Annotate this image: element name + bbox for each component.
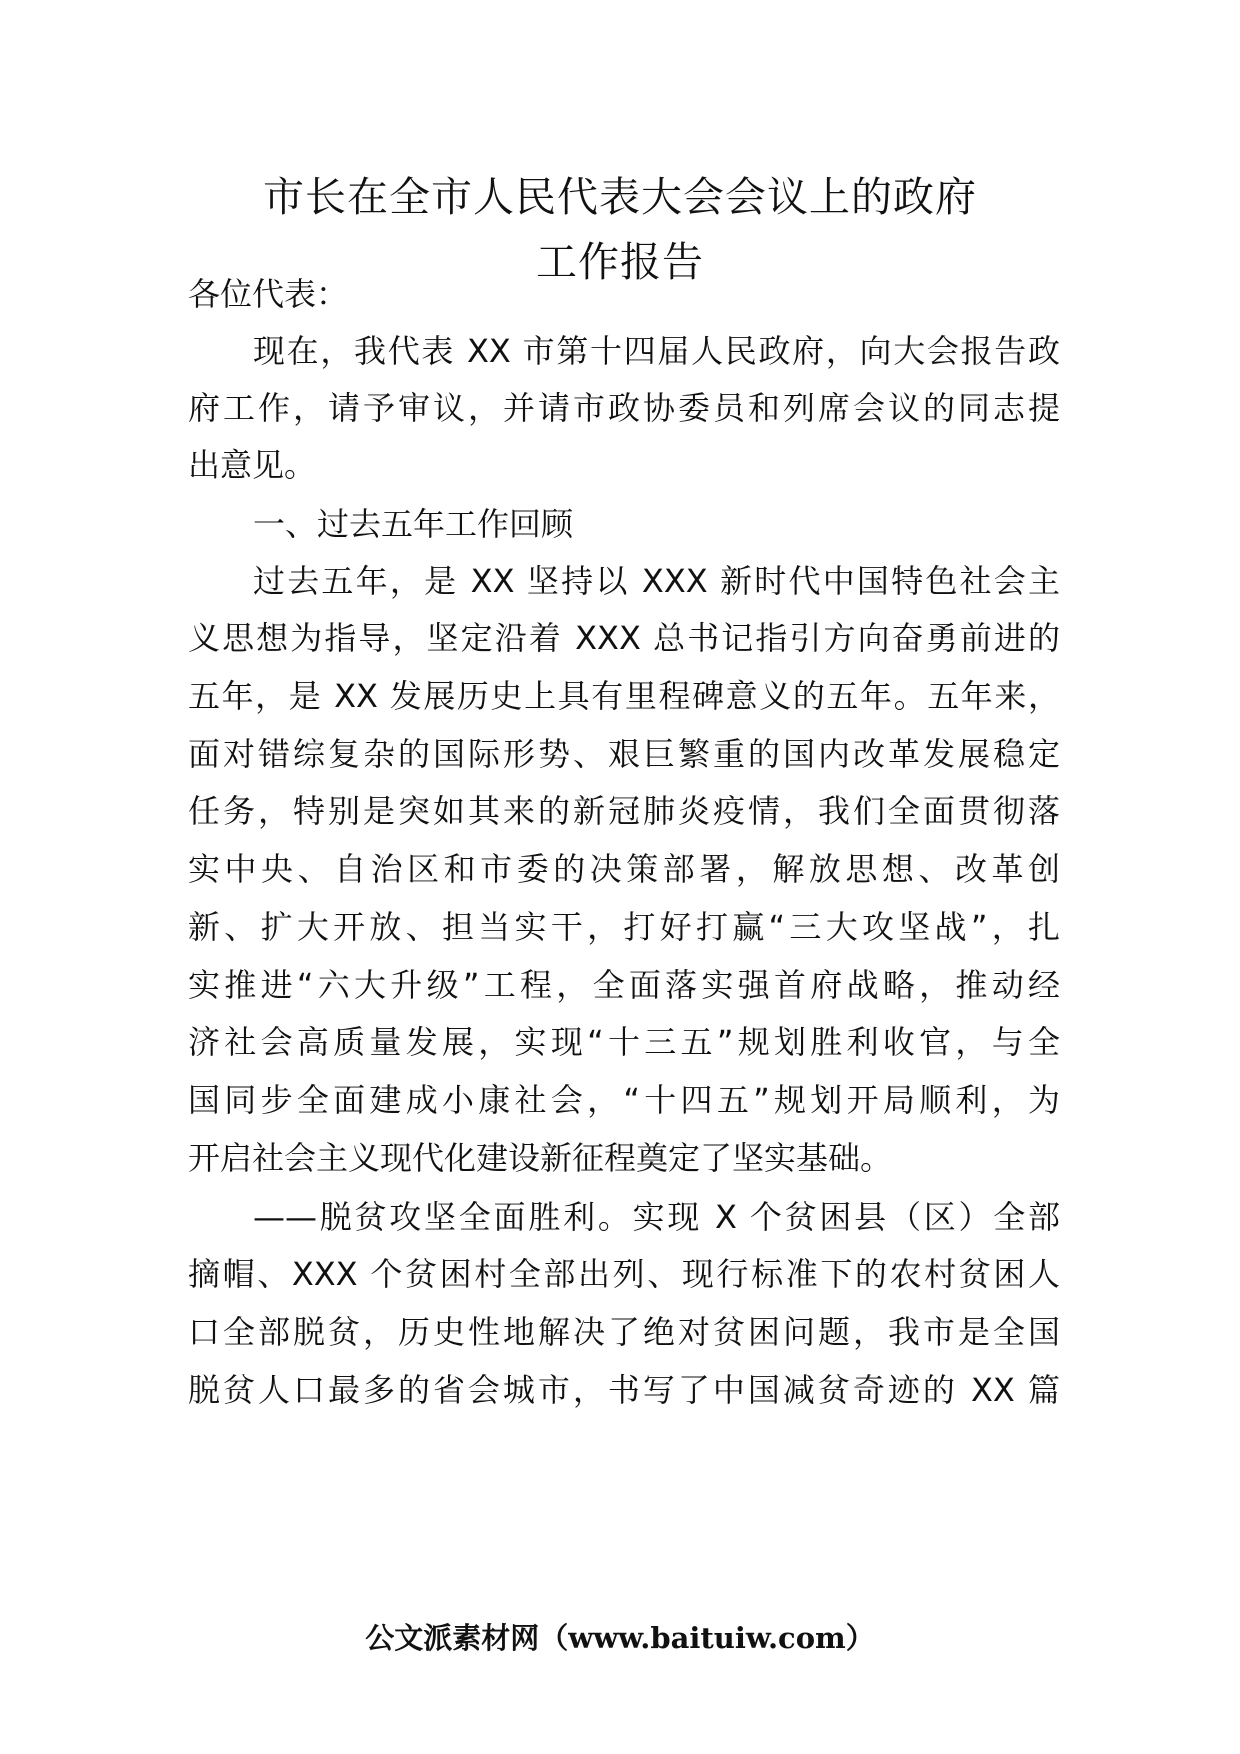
body-line: 府工作，请予审议，并请市政协委员和列席会议的同志提: [188, 389, 1060, 427]
body-line: 义思想为指导，坚定沿着 XXX 总书记指引方向奋勇前进的: [188, 619, 1060, 657]
body-line: 实中央、自治区和市委的决策部署，解放思想、改革创: [188, 850, 1060, 888]
body-line: 任务，特别是突如其来的新冠肺炎疫情，我们全面贯彻落: [188, 792, 1060, 830]
document-title-line-1: 市长在全市人民代表大会会议上的政府: [263, 173, 977, 221]
section-heading: 一、过去五年工作回顾: [253, 505, 574, 543]
body-line: 济社会高质量发展，实现“十三五”规划胜利收官，与全: [188, 1023, 1060, 1061]
salutation: 各位代表：: [188, 275, 349, 313]
body-line: 现在，我代表 XX 市第十四届人民政府，向大会报告政: [253, 332, 1060, 370]
body-line: 口全部脱贫，历史性地解决了绝对贫困问题，我市是全国: [188, 1313, 1060, 1351]
body-line: ——脱贫攻坚全面胜利。实现 X 个贫困县（区）全部: [253, 1198, 1060, 1236]
body-line: 实推进“六大升级”工程，全面落实强首府战略，推动经: [188, 966, 1060, 1004]
footer-watermark: 公文派素材网（www.baituiw.com）: [365, 1621, 875, 1655]
document-title-line-2: 工作报告: [536, 238, 704, 286]
body-line: 新、扩大开放、担当实干，打好打赢“三大攻坚战”，扎: [188, 908, 1060, 946]
body-line: 国同步全面建成小康社会，“十四五”规划开局顺利，为: [188, 1081, 1060, 1119]
body-line: 面对错综复杂的国际形势、艰巨繁重的国内改革发展稳定: [188, 735, 1060, 773]
body-line: 脱贫人口最多的省会城市，书写了中国减贫奇迹的 XX 篇: [188, 1371, 1060, 1409]
body-line: 过去五年，是 XX 坚持以 XXX 新时代中国特色社会主: [253, 562, 1060, 600]
body-line: 摘帽、XXX 个贫困村全部出列、现行标准下的农村贫困人: [188, 1255, 1060, 1293]
body-line: 开启社会主义现代化建设新征程奠定了坚实基础。: [188, 1139, 893, 1177]
body-line: 五年，是 XX 发展历史上具有里程碑意义的五年。五年来，: [188, 677, 1060, 715]
body-line: 出意见。: [188, 446, 317, 484]
